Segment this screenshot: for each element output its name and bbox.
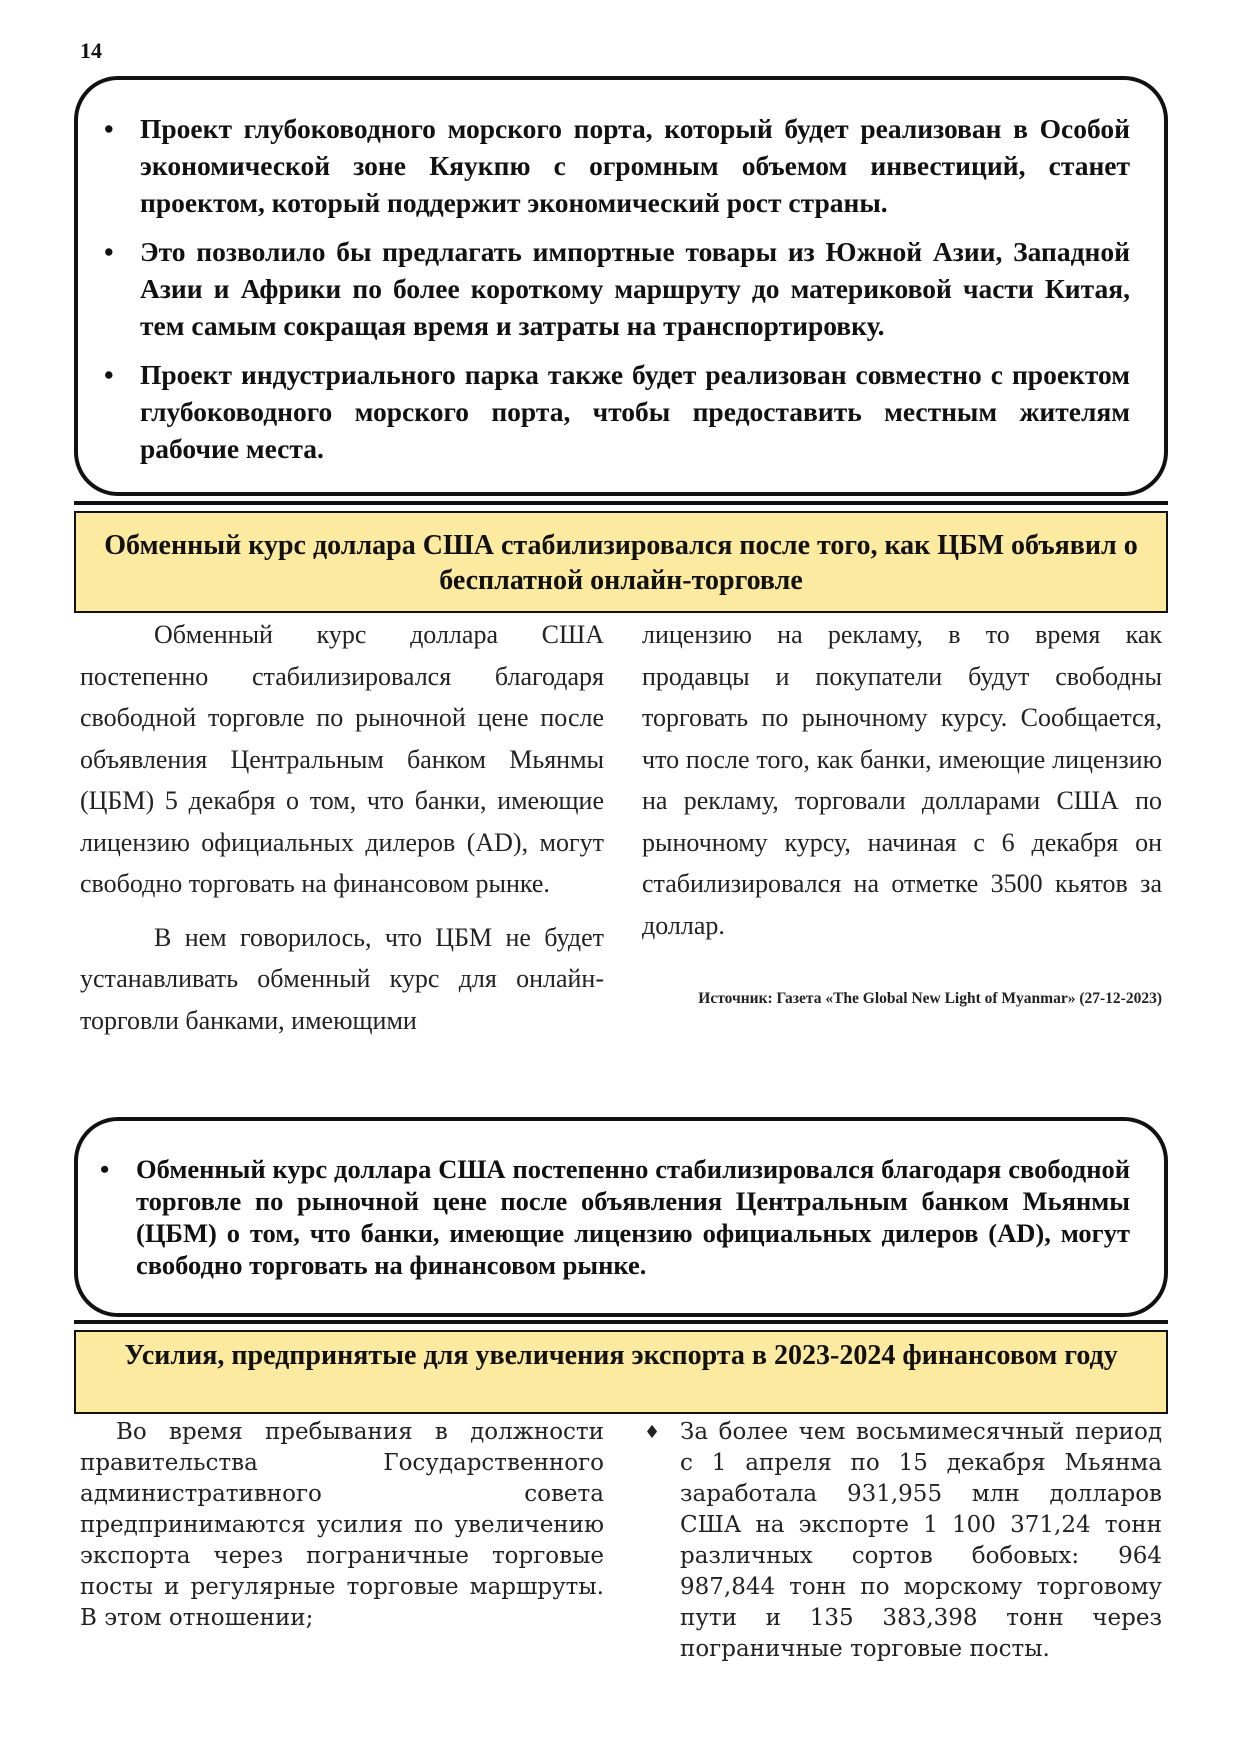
article-column-right — [644, 1417, 1162, 1665]
key-point-text: Проект глубоководного морского порта, который будет реализован в Особой экономической зоне Кяукпю с огромным объемом инвестиций, станет проектом, который поддержит экономический рост страны. — [140, 113, 1130, 218]
key-point-text: Проект индустриального парка также будет реализован совместно с проектом глубоководного морского порта, чтобы предоставить местным жителям рабочие места. — [140, 359, 1130, 464]
diamond-bullet-icon: ♦ — [644, 1422, 661, 1443]
article-heading: Обменный курс доллара США стабилизировался после того, как ЦБМ объявил о бесплатной онлайн-торговле — [74, 511, 1168, 613]
bullet-dot-icon: • — [100, 1154, 110, 1184]
key-point-item — [104, 110, 1130, 221]
paragraph: лицензию на рекламу, в то время как продавцы и покупатели будут свободны торговать по рыночному курсу. Сообщается, что после того, как банки, имеющие лицензию на рекламу, торговали долларами США по рыночному курсу, начиная с 6 декабря он стабилизировался на отметке 3500 кьятов за доллар. — [642, 620, 1162, 940]
paragraph: Во время пребывания в должности правительства Государственного административного совета предпринимаются усилия по увеличению экспорта через пограничные торговые посты и регулярные торговые маршруты. В этом отношении; — [80, 1419, 604, 1631]
section-divider — [74, 501, 1168, 505]
article-heading: Усилия, предпринятые для увеличения экспорта в 2023-2024 финансовом году — [74, 1330, 1168, 1414]
key-point-item — [104, 233, 1130, 344]
bullet-dot-icon: • — [104, 113, 114, 144]
key-points-box-port — [74, 76, 1168, 496]
bullet-dot-icon: • — [104, 359, 114, 390]
article-column-left — [80, 1417, 604, 1634]
section-divider — [74, 1320, 1168, 1324]
key-point-item — [100, 1153, 1130, 1281]
article-column-right — [642, 614, 1162, 946]
key-point-item — [104, 356, 1130, 467]
page-number: 14 — [80, 38, 102, 63]
bullet-dot-icon: • — [104, 236, 114, 267]
key-points-list — [100, 1153, 1130, 1281]
paragraph: За более чем восьмимесячный период с 1 апреля по 15 декабря Мьянма заработала 931,955 млн долларов США на экспорте 1 100 371,24 тонн различных сортов бобовых: 964 987,844 тонн по морскому торговому пути и 135 383,398 тонн через пограничные торговые посты. — [680, 1419, 1162, 1662]
paragraph: Обменный курс доллара США постепенно стабилизировался благодаря свободной торговле по рыночной цене после объявления Центральным банком Мьянмы (ЦБМ) 5 декабря о том, что банки, имеющие лицензию официальных дилеров (AD), могут свободно торговать на финансовом рынке. — [80, 620, 604, 898]
source-citation: Источник: Газета «The Global New Light of Myanmar» (27-12-2023) — [698, 990, 1162, 1007]
key-points-box-exchange — [74, 1117, 1168, 1317]
key-points-list — [104, 110, 1130, 479]
article-column-left — [80, 614, 604, 1041]
key-point-text: Обменный курс доллара США постепенно стабилизировался благодаря свободной торговле по рыночной цене после объявления Центральным банком Мьянмы (ЦБМ) о том, что банки, имеющие лицензию официальных дилеров (AD), могут свободно торговать на финансовом рынке. — [136, 1154, 1130, 1280]
key-point-text: Это позволило бы предлагать импортные товары из Южной Азии, Западной Азии и Африки по более короткому маршруту до материковой части Китая, тем самым сокращая время и затраты на транспортировку. — [140, 236, 1130, 341]
paragraph: В нем говорилось, что ЦБМ не будет устанавливать обменный курс для онлайн-торговли банками, имеющими — [80, 922, 604, 1035]
